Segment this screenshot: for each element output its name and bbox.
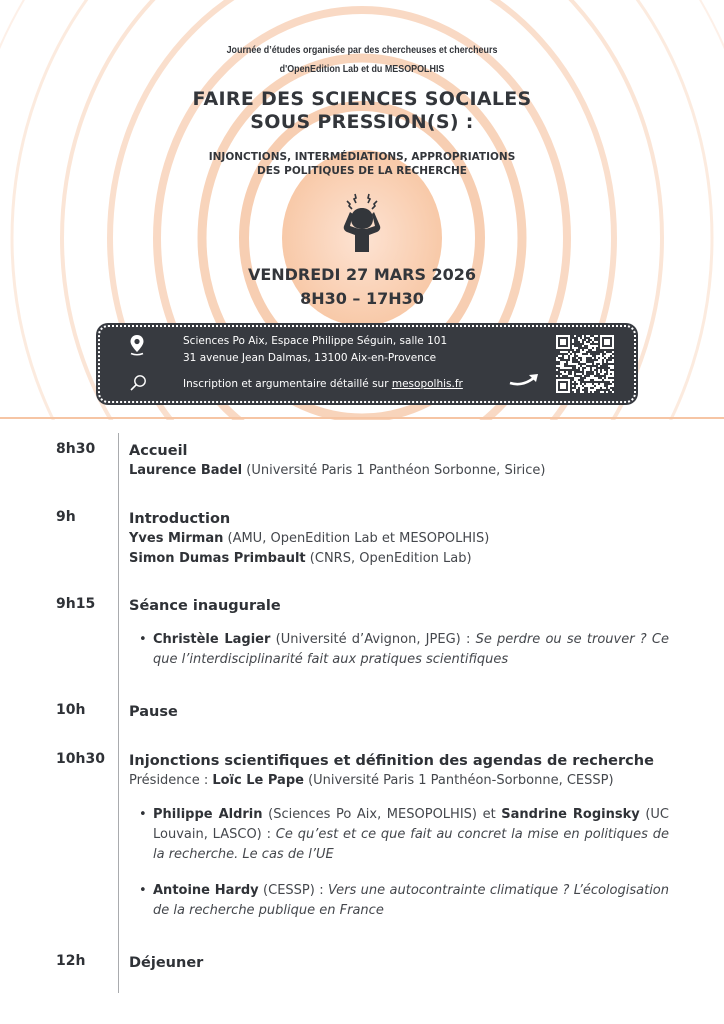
registration-text: Inscription et argumentaire détaillé sur — [183, 378, 392, 390]
chair-name: Loïc Le Pape — [212, 773, 304, 788]
event-date — [0, 263, 724, 311]
date-text: VENDREDI 27 MARS 2026 — [247, 265, 477, 284]
program-timeline-line — [118, 433, 119, 993]
organizers-intro — [54, 41, 669, 79]
talk-title: Se perdre ou se trouver ? Ce que l’interdisciplinarité fait aux pratiques scientifiques — [153, 632, 669, 667]
map-pin-icon — [129, 334, 145, 356]
session-title: Déjeuner — [129, 955, 204, 971]
program-time: 12h — [56, 953, 86, 969]
talk-title: Ce qu’est et ce que fait au concret la mise en politiques de la recherche. Le cas de l’UE — [153, 827, 669, 862]
speaker-affiliation: (Université d’Avignon, JPEG) : — [275, 632, 476, 647]
speaker-affiliation: (AMU, OpenEdition Lab et MESOPOLHIS) — [227, 531, 490, 546]
speaker-affiliation: (Sciences Po Aix, MESOPOLHIS) et — [268, 807, 502, 822]
program-time: 10h — [56, 702, 86, 718]
title-line-1: FAIRE DES SCIENCES SOCIALES — [192, 88, 532, 110]
session-title: Accueil — [129, 443, 188, 459]
speaker-affiliation: (UC Louvain, LASCO) : — [153, 807, 669, 842]
speaker-name: Laurence Badel — [129, 463, 243, 478]
session-title: Introduction — [129, 511, 231, 527]
venue-info-box — [96, 323, 638, 405]
talk-item — [129, 881, 669, 921]
chair-affiliation: (Université Paris 1 Panthéon-Sorbonne, CESSP) — [308, 773, 614, 788]
speaker-affiliation: (CNRS, OpenEdition Lab) — [309, 551, 472, 566]
qr-code-icon[interactable] — [555, 335, 615, 393]
session-title: Séance inaugurale — [129, 598, 281, 614]
event-subtitle — [0, 150, 724, 178]
program-time: 9h — [56, 509, 76, 525]
venue-address: 31 avenue Jean Dalmas, 13100 Aix-en-Provence — [183, 352, 437, 364]
session-title: Pause — [129, 704, 178, 720]
event-title — [0, 88, 724, 134]
title-line-2: SOUS PRESSION(S) : — [250, 111, 474, 133]
chair-label: Présidence : — [129, 773, 213, 788]
hours-text: 8H30 – 17H30 — [300, 289, 424, 308]
program-time: 10h30 — [56, 751, 105, 767]
talk-item — [129, 630, 669, 670]
speaker-name: Christèle Lagier — [153, 632, 271, 647]
stressed-person-icon — [338, 188, 386, 252]
section-divider — [0, 417, 724, 419]
speaker-name: Sandrine Roginsky — [501, 807, 640, 822]
session-title: Injonctions scientifiques et définition des agendas de recherche — [129, 753, 654, 769]
speaker-name: Yves Mirman — [129, 531, 224, 546]
registration-line — [183, 378, 463, 390]
speaker-name: Simon Dumas Primbault — [129, 551, 306, 566]
speaker-name: Antoine Hardy — [153, 883, 259, 898]
intro-line-2: d'OpenEdition Lab et du MESOPOLHIS — [279, 63, 445, 75]
curved-arrow-icon — [509, 372, 541, 388]
speaker-affiliation: (CESSP) : — [263, 883, 329, 898]
subtitle-line-1: INJONCTIONS, INTERMÉDIATIONS, APPROPRIATIONS — [208, 151, 516, 163]
magnifier-icon — [129, 374, 147, 392]
intro-line-1: Journée d’études organisée par des chercheuses et chercheurs — [226, 44, 498, 56]
talk-title: Vers une autocontrainte climatique ? L’écologisation de la recherche publique en France — [153, 883, 669, 918]
program-time: 9h15 — [56, 596, 96, 612]
hero-banner — [0, 0, 724, 420]
talk-item — [129, 805, 669, 865]
program-time: 8h30 — [56, 441, 96, 457]
registration-link[interactable]: mesopolhis.fr — [391, 378, 463, 390]
speaker-name: Philippe Aldrin — [153, 807, 263, 822]
subtitle-line-2: DES POLITIQUES DE LA RECHERCHE — [257, 165, 467, 177]
speaker-affiliation: (Université Paris 1 Panthéon Sorbonne, Sirice) — [246, 463, 546, 478]
venue-name: Sciences Po Aix, Espace Philippe Séguin, salle 101 — [183, 335, 448, 347]
